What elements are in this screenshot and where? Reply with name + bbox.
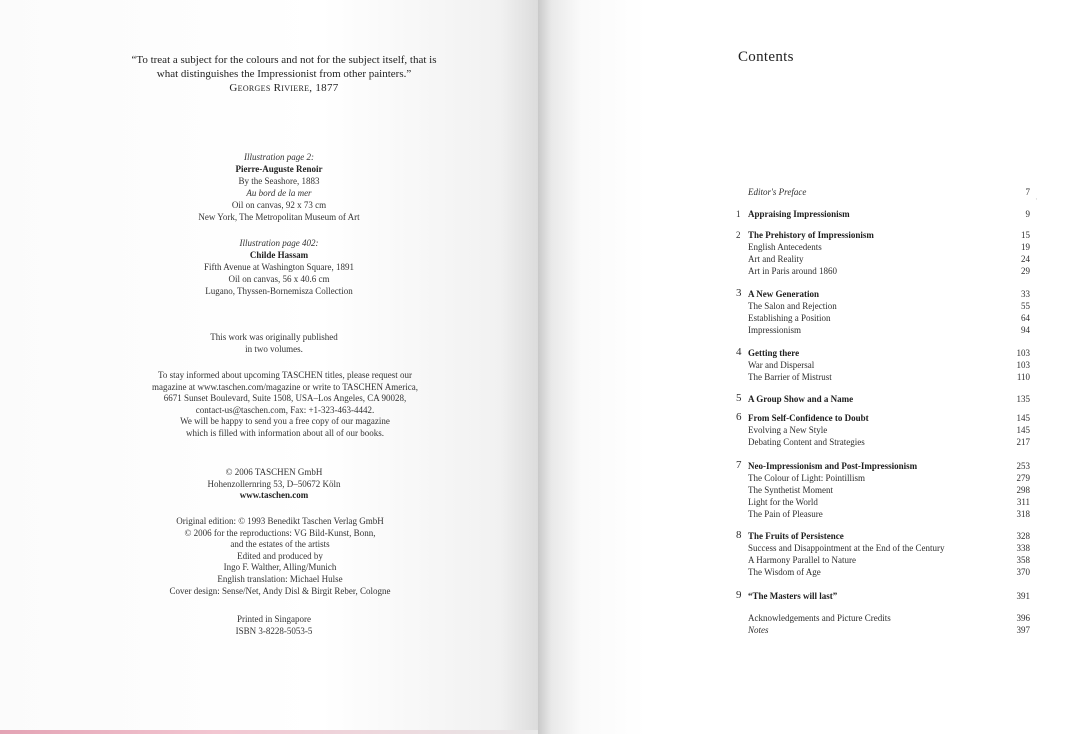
toc-page-number: 217	[1016, 437, 1030, 447]
contents-title: Contents	[738, 49, 794, 65]
toc-page-number: 110	[1016, 372, 1030, 382]
text-line: Edited and produced by	[237, 550, 323, 561]
illustration-credit-1	[25, 151, 533, 223]
toc-title: The Colour of Light: Pointillism	[748, 473, 865, 483]
toc-title: Acknowledgements and Picture Credits	[748, 613, 891, 623]
copyright-block	[20, 467, 528, 502]
text-line: contact-us@taschen.com, Fax: +1-323-463-4442.	[195, 404, 375, 415]
publication-note	[20, 332, 528, 355]
toc-page-number: 311	[1016, 497, 1030, 507]
toc-title: The Wisdom of Age	[748, 567, 821, 577]
toc-page-number: 55	[1021, 301, 1030, 311]
quote-attribution: Georges Riviere, 1877	[229, 82, 339, 94]
toc-title: Impressionism	[748, 325, 801, 335]
toc-title: Appraising Impressionism	[748, 209, 850, 219]
printing-info	[20, 614, 528, 637]
isbn: ISBN 3-8228-5053-5	[235, 625, 313, 636]
toc-title: The Pain of Pleasure	[748, 509, 823, 519]
toc-title: A New Generation	[748, 289, 819, 299]
toc-chapter-number: 6	[736, 411, 742, 423]
artwork-original-title: Au bord de la mer	[246, 188, 312, 198]
text-line: and the estates of the artists	[230, 539, 330, 550]
epigraph-quote	[30, 53, 538, 95]
toc-title: The Synthetist Moment	[748, 485, 833, 495]
illustration-heading: Illustration page 402:	[239, 238, 319, 248]
left-page	[0, 0, 538, 734]
toc-chapter-number: 1	[736, 209, 741, 219]
toc-page-number: 298	[1016, 485, 1030, 495]
toc-title: Evolving a New Style	[748, 425, 828, 435]
text-line: Cover design: Sense/Net, Andy Disl & Birgit Reber, Cologne	[169, 585, 391, 596]
toc-title: Light for the World	[748, 497, 818, 507]
text-line: To stay informed about upcoming TASCHEN titles, please request our	[158, 370, 412, 380]
publisher-website: www.taschen.com	[239, 490, 309, 501]
text-line: We will be happy to send you a free copy of our magazine	[180, 416, 390, 427]
toc-title: Getting there	[748, 348, 800, 358]
toc-title: From Self-Confidence to Doubt	[748, 413, 869, 423]
toc-title: Editor's Preface	[748, 187, 807, 197]
toc-page-number: 19	[1021, 242, 1030, 252]
toc-title: A Harmony Parallel to Nature	[748, 555, 856, 565]
toc-title: Art in Paris around 1860	[748, 266, 837, 276]
toc-page-number: 29	[1021, 266, 1030, 276]
toc-page-number: 24	[1021, 254, 1030, 264]
toc-page-number: 7	[1025, 187, 1030, 197]
artwork-collection: Lugano, Thyssen-Bornemisza Collection	[205, 286, 353, 296]
toc-page-number: 318	[1016, 509, 1030, 519]
illustration-credit-2	[25, 237, 533, 297]
artist-name: Childe Hassam	[249, 250, 309, 260]
toc-chapter-number: 5	[736, 392, 742, 404]
toc-page-number: 145	[1016, 425, 1030, 435]
toc-page-number: 94	[1021, 325, 1030, 335]
artwork-title: Fifth Avenue at Washington Square, 1891	[204, 262, 354, 272]
page-edge	[0, 730, 538, 734]
toc-title: The Prehistory of Impressionism	[748, 230, 874, 240]
text-line: Hohenzollernring 53, D–50672 Köln	[207, 478, 341, 489]
toc-title: The Barrier of Mistrust	[748, 372, 832, 382]
artist-name: Pierre-Auguste Renoir	[235, 164, 323, 174]
toc-page-number: 15	[1021, 230, 1030, 240]
artwork-medium: Oil on canvas, 56 x 40.6 cm	[228, 274, 330, 284]
toc-page-number: 328	[1016, 531, 1030, 541]
toc-page-number: 253	[1016, 461, 1030, 471]
toc-title: Notes	[748, 625, 769, 635]
text-line: This work was originally published	[210, 332, 338, 342]
toc-chapter-number: 7	[736, 459, 742, 471]
text-line: Original edition: © 1993 Benedikt Taschen Verlag GmbH	[176, 516, 384, 526]
toc-page-number: 9	[1025, 209, 1030, 219]
toc-title: Establishing a Position	[748, 313, 831, 323]
toc-title: Success and Disappointment at the End of the Century	[748, 543, 945, 553]
quote-line: what distinguishes the Impressionist from other painters.”	[156, 68, 412, 80]
toc-title: The Fruits of Persistence	[748, 531, 844, 541]
artwork-collection: New York, The Metropolitan Museum of Art	[198, 212, 360, 222]
quote-line: “To treat a subject for the colours and not for the subject itself, that is	[131, 54, 437, 66]
toc-title: Art and Reality	[748, 254, 804, 264]
original-edition-credits	[15, 516, 545, 597]
text-line: Printed in Singapore	[237, 614, 311, 624]
text-line: in two volumes.	[245, 343, 303, 354]
text-line: magazine at www.taschen.com/magazine or write to TASCHEN America,	[152, 381, 418, 392]
toc-page-number: 370	[1016, 567, 1030, 577]
text-line: 6671 Sunset Boulevard, Suite 1508, USA–Los Angeles, CA 90028,	[163, 393, 407, 404]
toc-page-number: 391	[1016, 591, 1030, 601]
toc-page-number: 358	[1016, 555, 1030, 565]
toc-page-number: 103	[1016, 360, 1030, 370]
toc-title: Neo-Impressionism and Post-Impressionism	[748, 461, 918, 471]
text-line: which is filled with information about all of our books.	[186, 427, 384, 438]
artwork-title: By the Seashore, 1883	[238, 176, 320, 186]
toc-title: War and Dispersal	[748, 360, 815, 370]
artwork-medium: Oil on canvas, 92 x 73 cm	[231, 200, 327, 210]
toc-title: Debating Content and Strategies	[748, 437, 865, 447]
stay-informed-note	[15, 370, 555, 440]
toc-title: A Group Show and a Name	[748, 394, 854, 404]
toc-title: “The Masters will last”	[748, 591, 838, 601]
text-line: English translation: Michael Hulse	[217, 573, 343, 584]
text-line: Ingo F. Walther, Alling/Munich	[223, 562, 337, 573]
toc-chapter-number: 8	[736, 529, 742, 541]
toc-page-number: 279	[1016, 473, 1030, 483]
toc-chapter-number: 2	[736, 230, 741, 240]
toc-page-number: 145	[1016, 413, 1030, 423]
toc-page-number: 33	[1021, 289, 1030, 299]
toc-page-number: 64	[1021, 313, 1030, 323]
text-line: © 2006 TASCHEN GmbH	[225, 467, 323, 477]
toc-page-number: 396	[1016, 613, 1030, 623]
toc-title: English Antecedents	[748, 242, 822, 252]
illustration-heading: Illustration page 2:	[244, 152, 314, 162]
toc-page-number: 135	[1016, 394, 1030, 404]
text-line: © 2006 for the reproductions: VG Bild-Kunst, Bonn,	[184, 527, 376, 538]
toc-chapter-number: 4	[736, 346, 742, 358]
toc-page-number: 397	[1016, 625, 1030, 635]
toc-page-number: 103	[1016, 348, 1030, 358]
toc-page-number: 338	[1016, 543, 1030, 553]
toc-chapter-number: 3	[736, 287, 742, 299]
toc-chapter-number: 9	[736, 589, 742, 601]
page-speck: ·	[1035, 194, 1038, 204]
toc-title: The Salon and Rejection	[748, 301, 837, 311]
